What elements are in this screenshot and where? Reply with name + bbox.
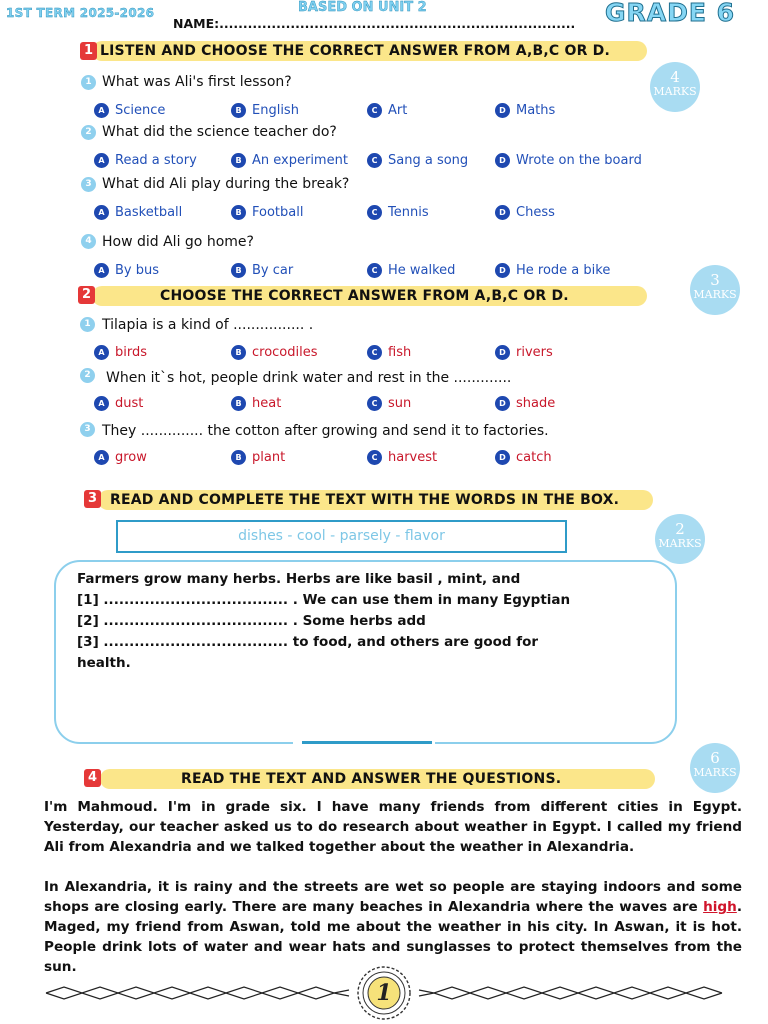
option-letter: A: [94, 345, 109, 360]
option-text: Art: [388, 103, 408, 118]
option-text: By bus: [115, 263, 160, 278]
question-text: What was Ali's first lesson?: [102, 74, 292, 90]
marks-label: MARKS: [653, 85, 697, 98]
option-b[interactable]: [231, 450, 285, 465]
option-d[interactable]: [495, 205, 555, 220]
section-1-number: 1: [80, 42, 97, 60]
option-text: He walked: [388, 263, 456, 278]
option-text: An experiment: [252, 153, 348, 168]
option-letter: B: [231, 153, 246, 168]
text-box-gap-line: [302, 741, 432, 744]
completion-line-blank-3[interactable]: [3] .................................... to food, and others are good for: [77, 634, 539, 650]
page-number: 1: [376, 980, 392, 1006]
option-b[interactable]: [231, 345, 318, 360]
completion-line: Farmers grow many herbs. Herbs are like basil , mint, and: [77, 571, 521, 587]
option-letter: B: [231, 345, 246, 360]
option-text: heat: [252, 396, 282, 411]
question-number: 1: [81, 75, 96, 90]
word-box: dishes - cool - parsely - flavor: [116, 520, 567, 553]
option-text: rivers: [516, 345, 553, 360]
option-letter: B: [231, 205, 246, 220]
option-letter: A: [94, 263, 109, 278]
option-letter: D: [495, 153, 510, 168]
option-c[interactable]: [367, 103, 407, 118]
option-d[interactable]: [495, 450, 552, 465]
option-letter: A: [94, 153, 109, 168]
option-letter: B: [231, 263, 246, 278]
option-text: Basketball: [115, 205, 183, 220]
marks-value: 6: [710, 749, 720, 767]
option-letter: C: [367, 205, 382, 220]
option-d[interactable]: [495, 153, 642, 168]
grade-title: GRADE 6: [605, 0, 736, 27]
option-text: Wrote on the board: [516, 153, 642, 168]
option-c[interactable]: [367, 205, 429, 220]
reading-paragraph-1: I'm Mahmoud. I'm in grade six. I have many friends from different cities in Egypt. Yesterday, our teacher asked us to do research about weather in Egypt. I called my friend Ali from Alexandria and we talked together about the weather in Alexandria.: [44, 799, 742, 855]
option-b[interactable]: [231, 205, 303, 220]
option-b[interactable]: [231, 263, 293, 278]
section-3-title: READ AND COMPLETE THE TEXT WITH THE WORDS IN THE BOX.: [110, 492, 620, 508]
option-text: He rode a bike: [516, 263, 611, 278]
option-d[interactable]: [495, 263, 610, 278]
option-letter: D: [495, 345, 510, 360]
section-1-marks-badge: [650, 62, 700, 112]
question-number: 4: [81, 234, 96, 249]
option-letter: C: [367, 263, 382, 278]
question-number: 3: [80, 422, 95, 437]
section-3-number: 3: [84, 490, 101, 508]
option-d[interactable]: [495, 345, 553, 360]
question-number: 3: [81, 177, 96, 192]
option-b[interactable]: [231, 153, 348, 168]
option-a[interactable]: [94, 103, 165, 118]
question-number: 1: [80, 317, 95, 332]
option-letter: D: [495, 205, 510, 220]
completion-text-box: [54, 560, 677, 744]
option-letter: A: [94, 205, 109, 220]
section-2-number: 2: [78, 286, 95, 304]
option-letter: C: [367, 345, 382, 360]
option-text: Chess: [516, 205, 555, 220]
option-c[interactable]: [367, 263, 455, 278]
name-label: NAME:: [173, 16, 220, 31]
option-text: crocodiles: [252, 345, 318, 360]
option-text: English: [252, 103, 299, 118]
option-letter: A: [94, 396, 109, 411]
option-letter: A: [94, 103, 109, 118]
option-c[interactable]: [367, 450, 437, 465]
question-text: They .............. the cotton after growing and send it to factories.: [102, 423, 549, 439]
option-d[interactable]: [495, 396, 555, 411]
option-text: Science: [115, 103, 166, 118]
highlighted-word: high: [703, 899, 737, 915]
question-text: What did Ali play during the break?: [102, 176, 350, 192]
marks-label: MARKS: [693, 766, 737, 779]
question-text: What did the science teacher do?: [102, 124, 337, 140]
section-4-number: 4: [84, 769, 101, 787]
option-letter: B: [231, 396, 246, 411]
option-text: dust: [115, 396, 144, 411]
question-text: Tilapia is a kind of ................ .: [102, 317, 314, 333]
option-letter: D: [495, 450, 510, 465]
option-text: catch: [516, 450, 552, 465]
option-letter: D: [495, 396, 510, 411]
marks-value: 3: [710, 271, 720, 289]
section-2-marks-badge: [690, 265, 740, 315]
question-text: How did Ali go home?: [102, 234, 254, 250]
option-c[interactable]: [367, 153, 468, 168]
option-letter: D: [495, 103, 510, 118]
section-4-marks-badge: [690, 743, 740, 793]
completion-line: health.: [77, 655, 131, 671]
option-text: birds: [115, 345, 148, 360]
option-text: grow: [115, 450, 147, 465]
option-text: sun: [388, 396, 412, 411]
section-2-title: CHOOSE THE CORRECT ANSWER FROM A,B,C OR D.: [160, 288, 569, 304]
option-a[interactable]: [94, 153, 197, 168]
option-text: By car: [252, 263, 294, 278]
option-a[interactable]: [94, 263, 159, 278]
option-text: Football: [252, 205, 304, 220]
section-4-title: READ THE TEXT AND ANSWER THE QUESTIONS.: [181, 771, 562, 787]
option-a[interactable]: [94, 396, 143, 411]
reading-paragraph-2: [44, 877, 742, 977]
section-3-marks-badge: [655, 514, 705, 564]
completion-line-blank-1[interactable]: [1] .................................... . We can use them in many Egyptian: [77, 592, 571, 608]
marks-value: 4: [670, 68, 680, 86]
completion-line-blank-2[interactable]: [2] .................................... . Some herbs add: [77, 613, 426, 629]
question-number: 2: [80, 368, 95, 383]
option-letter: C: [367, 153, 382, 168]
marks-value: 2: [675, 520, 685, 538]
option-letter: B: [231, 103, 246, 118]
question-number: 2: [81, 125, 96, 140]
option-letter: C: [367, 450, 382, 465]
option-text: Maths: [516, 103, 556, 118]
option-text: Tennis: [388, 205, 429, 220]
option-text: Sang a song: [388, 153, 469, 168]
left-ornament-divider-icon: [44, 982, 354, 1004]
name-dots: ...........................................................................: [219, 16, 576, 31]
based-on-unit-label: BASED ON UNIT 2: [298, 0, 427, 15]
option-text: Read a story: [115, 153, 197, 168]
para2-text: In Alexandria, it is rainy and the streets are wet so people are staying indoors and some shops are closing early. There are many beaches in Alexandria where the waves are: [44, 879, 742, 915]
option-a[interactable]: [94, 450, 147, 465]
section-1-title: LISTEN AND CHOOSE THE CORRECT ANSWER FROM A,B,C OR D.: [100, 43, 610, 59]
option-b[interactable]: [231, 396, 281, 411]
option-b[interactable]: [231, 103, 299, 118]
option-d[interactable]: [495, 103, 555, 118]
option-letter: D: [495, 263, 510, 278]
option-letter: A: [94, 450, 109, 465]
option-letter: C: [367, 103, 382, 118]
option-letter: B: [231, 450, 246, 465]
option-c[interactable]: [367, 345, 411, 360]
option-c[interactable]: [367, 396, 411, 411]
option-a[interactable]: [94, 345, 147, 360]
para2-text: . Maged, my friend from Aswan, told me about the weather in his city. In Aswan, it is hot. People drink lots of water and wear hats and sunglasses to protect themselves from the sun.: [44, 899, 742, 975]
option-text: plant: [252, 450, 286, 465]
option-a[interactable]: [94, 205, 182, 220]
question-text: When it`s hot, people drink water and rest in the .............: [106, 370, 512, 386]
marks-label: MARKS: [658, 537, 702, 550]
name-field[interactable]: [173, 16, 575, 31]
term-label: 1ST TERM 2025-2026: [6, 6, 155, 20]
option-text: shade: [516, 396, 556, 411]
option-text: fish: [388, 345, 412, 360]
option-text: harvest: [388, 450, 438, 465]
option-letter: C: [367, 396, 382, 411]
marks-label: MARKS: [693, 288, 737, 301]
right-ornament-divider-icon: [414, 982, 724, 1004]
